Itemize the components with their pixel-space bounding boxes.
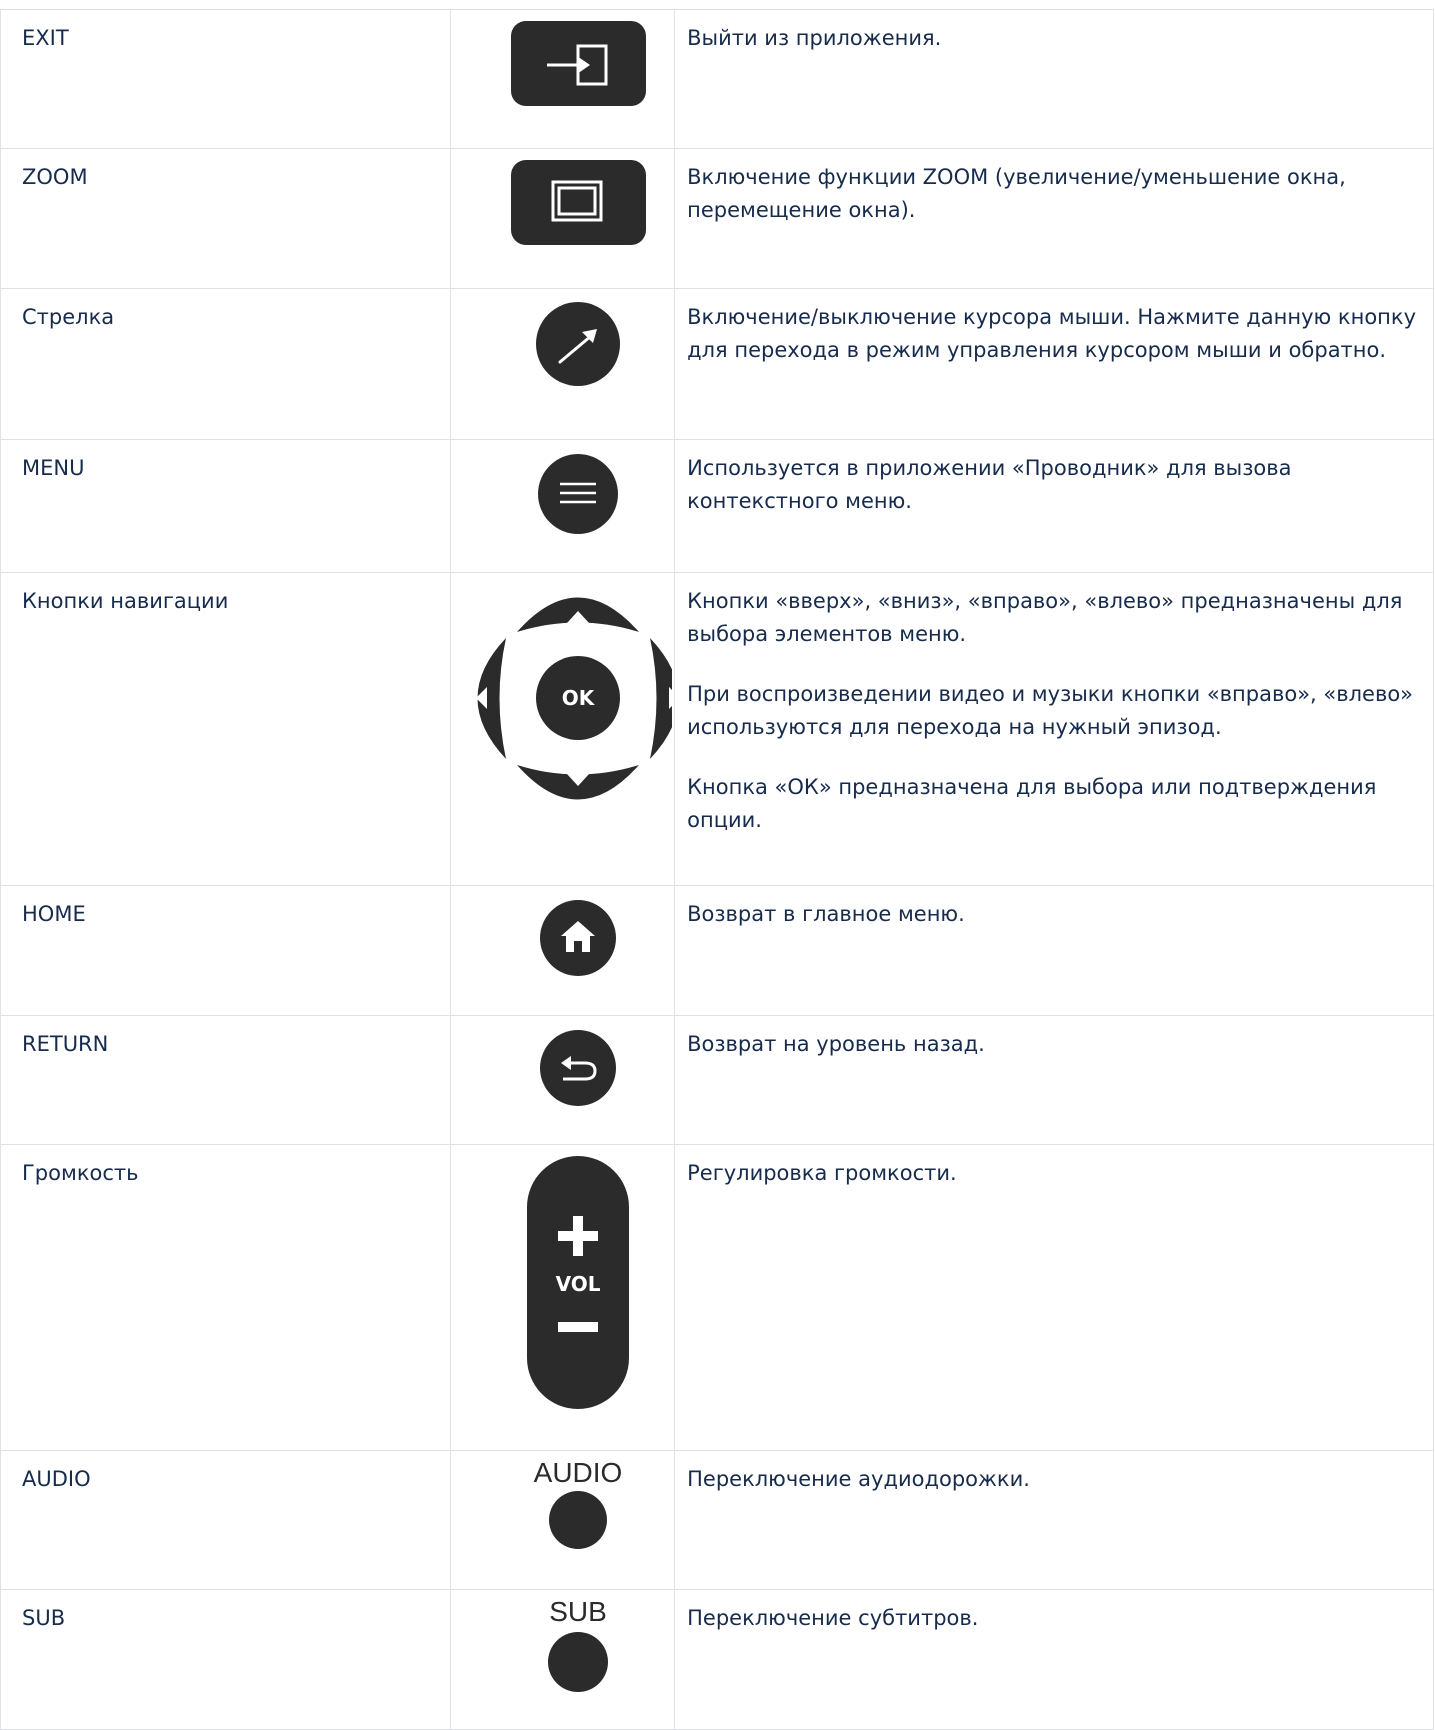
- button-name-cell: [1, 149, 451, 289]
- menu-button-icon: [451, 440, 672, 573]
- button-name-cell: [1, 289, 451, 440]
- table-row: [1, 289, 1434, 440]
- volume-rocker-icon: [451, 1145, 672, 1451]
- button-icon-cell: [451, 886, 675, 1016]
- button-name-cell: [1, 1590, 451, 1730]
- table-row: [1, 1016, 1434, 1145]
- button-name-cell: [1, 440, 451, 573]
- button-description-cell: [675, 10, 1434, 149]
- table-row: [1, 149, 1434, 289]
- button-icon-cell: [451, 573, 675, 886]
- description-text: Используется в приложении «Проводник» для вызова контекстного меню.: [687, 456, 1292, 513]
- sub-label: SUB: [549, 1596, 607, 1627]
- button-name: Громкость: [22, 1161, 139, 1185]
- dpad-right-segment: [650, 638, 672, 759]
- table-row: [1, 10, 1434, 149]
- zoom-button-icon: [451, 149, 672, 289]
- description-text: Включение/выключение курсора мыши. Нажмите данную кнопку для перехода в режим управления курсором мыши и обратно.: [687, 305, 1417, 362]
- description-text: При воспроизведении видео и музыки кнопки «вправо», «влево» используются для перехода на нужный эпизод.: [687, 682, 1414, 739]
- exit-button-icon: [451, 10, 672, 149]
- button-description-cell: [675, 440, 1434, 573]
- button-icon-cell: [451, 1451, 675, 1590]
- button-name: Кнопки навигации: [22, 589, 229, 613]
- button-name: ZOOM: [22, 165, 88, 189]
- button-name: AUDIO: [22, 1467, 91, 1491]
- volume-minus-icon: [558, 1322, 598, 1332]
- button-name-cell: [1, 886, 451, 1016]
- button-icon-cell: [451, 10, 675, 149]
- right-arrow-icon: [669, 687, 672, 709]
- return-button-icon: [451, 1016, 672, 1145]
- button-name: RETURN: [22, 1032, 109, 1056]
- description-text: Кнопка «ОК» предназначена для выбора или подтверждения опции.: [687, 775, 1377, 832]
- button-name: Стрелка: [22, 305, 115, 329]
- description-text: Выйти из приложения.: [687, 26, 942, 50]
- button-icon-cell: [451, 1145, 675, 1451]
- button-description-cell: [675, 1590, 1434, 1730]
- button-description-cell: [675, 886, 1434, 1016]
- button-description-cell: [675, 573, 1434, 886]
- button-icon-cell: [451, 289, 675, 440]
- button-icon-cell: [451, 1590, 675, 1730]
- sub-button-icon: [451, 1590, 672, 1730]
- description-text: Возврат в главное меню.: [687, 902, 965, 926]
- description-text: Возврат на уровень назад.: [687, 1032, 985, 1056]
- button-description-cell: [675, 1145, 1434, 1451]
- button-description-cell: [675, 289, 1434, 440]
- description-text: Переключение аудиодорожки.: [687, 1467, 1030, 1491]
- table-row: [1, 440, 1434, 573]
- vol-label: VOL: [555, 1272, 601, 1296]
- button-name-cell: [1, 1451, 451, 1590]
- description-text: Включение функции ZOOM (увеличение/уменьшение окна, перемещение окна).: [687, 165, 1346, 222]
- table-row: [1, 1590, 1434, 1730]
- button-icon-cell: [451, 149, 675, 289]
- button-name-cell: [1, 573, 451, 886]
- button-name-cell: [1, 1145, 451, 1451]
- button-description-cell: [675, 1451, 1434, 1590]
- button-name: SUB: [22, 1606, 66, 1630]
- button-icon-cell: [451, 1016, 675, 1145]
- description-text: Кнопки «вверх», «вниз», «вправо», «влево» предназначены для выбора элементов меню.: [687, 589, 1403, 646]
- audio-button-icon: [451, 1451, 672, 1590]
- description-text: Переключение субтитров.: [687, 1606, 979, 1630]
- navigation-dpad-icon: [451, 573, 672, 886]
- button-icon-cell: [451, 440, 675, 573]
- button-name-cell: [1, 10, 451, 149]
- home-button-icon: [451, 886, 672, 1016]
- button-name: HOME: [22, 902, 86, 926]
- table-row: [1, 1451, 1434, 1590]
- table-row: [1, 886, 1434, 1016]
- remote-buttons-table: [0, 9, 1434, 1730]
- audio-label: AUDIO: [533, 1457, 623, 1488]
- description-text: Регулировка громкости.: [687, 1161, 957, 1185]
- button-name: EXIT: [22, 26, 69, 50]
- button-description-cell: [675, 149, 1434, 289]
- button-name-cell: [1, 1016, 451, 1145]
- ok-label: OK: [561, 686, 595, 710]
- button-name: MENU: [22, 456, 85, 480]
- button-description-cell: [675, 1016, 1434, 1145]
- table-row: [1, 1145, 1434, 1451]
- table-row: [1, 573, 1434, 886]
- arrow-cursor-button-icon: [451, 289, 672, 440]
